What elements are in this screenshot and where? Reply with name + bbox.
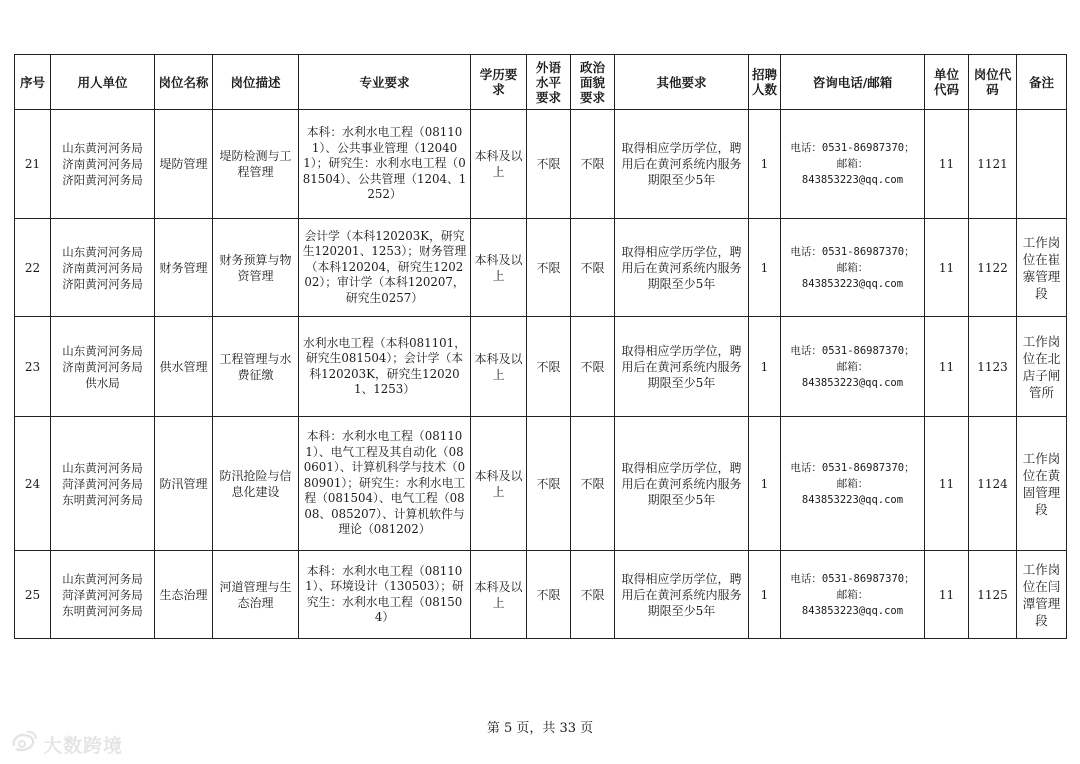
header-seq: 序号 (15, 55, 51, 110)
cell-post-name: 生态治理 (155, 551, 213, 639)
unit-line: 山东黄河河务局 (62, 141, 143, 155)
cell-major: 本科：水利水电工程（081101）、电气工程及其自动化（080601）、计算机科学与技术（080901）；研究生：水利水电工程（081504）、电气工程（0808、085207）、计算机软件与理论（081202） (299, 417, 471, 551)
cell-seq: 21 (15, 110, 51, 219)
cell-other: 取得相应学历学位，聘用后在黄河系统内服务期限至少5年 (615, 417, 749, 551)
cell-politics: 不限 (571, 417, 615, 551)
unit-line: 济阳黄河河务局 (62, 276, 143, 291)
cell-edu: 本科及以上 (471, 551, 527, 639)
unit-line: 供水局 (85, 375, 120, 390)
cell-seq: 23 (15, 317, 51, 417)
cell-contact (781, 551, 925, 639)
cell-contact (781, 417, 925, 551)
cell-other: 取得相应学历学位，聘用后在黄河系统内服务期限至少5年 (615, 551, 749, 639)
contact-email-label: 邮箱： (836, 158, 869, 170)
header-row (15, 55, 1067, 110)
watermark-text: 大数跨境 (43, 734, 124, 757)
cell-post-desc: 防汛抢险与信息化建设 (213, 417, 299, 551)
contact-email-label: 邮箱： (836, 360, 869, 373)
cell-unit (51, 551, 155, 639)
cell-lang: 不限 (527, 110, 571, 219)
cell-unit-code: 11 (925, 317, 969, 417)
cell-lang: 不限 (527, 317, 571, 417)
contact-email: 843853223@qq.com (801, 277, 904, 290)
cell-count: 1 (749, 110, 781, 219)
header-post-code: 岗位代码 (969, 55, 1017, 110)
cell-note: 工作岗位在闫潭管理段 (1017, 551, 1067, 639)
contact-email-label: 邮箱： (836, 477, 869, 490)
unit-line: 山东黄河河务局 (62, 343, 143, 358)
header-post-desc: 岗位描述 (213, 55, 299, 110)
cell-politics: 不限 (571, 219, 615, 317)
contact-phone: 电话：0531-86987370； (790, 142, 915, 154)
cell-post-name: 防汛管理 (155, 417, 213, 551)
contact-email: 843853223@qq.com (801, 604, 904, 617)
cell-seq: 25 (15, 551, 51, 639)
cell-edu: 本科及以上 (471, 219, 527, 317)
table-row (15, 110, 1067, 219)
cell-other: 取得相应学历学位，聘用后在黄河系统内服务期限至少5年 (615, 219, 749, 317)
recruitment-table (14, 54, 1067, 639)
cell-count: 1 (749, 317, 781, 417)
cell-post-name: 堤防管理 (155, 110, 213, 219)
cell-seq: 24 (15, 417, 51, 551)
cell-note (1017, 110, 1067, 219)
cell-contact (781, 219, 925, 317)
cell-major: 会计学（本科120203K，研究生120201、1253）；财务管理（本科120204，研究生120202）；审计学（本科120207，研究生0257） (299, 219, 471, 317)
unit-line: 东明黄河河务局 (62, 492, 143, 507)
cell-major: 本科：水利水电工程（081101）、公共事业管理（120401）；研究生：水利水电工程（081504）、公共管理（1204、1252） (299, 110, 471, 219)
cell-unit-code: 11 (925, 551, 969, 639)
unit-line: 济南黄河河务局 (62, 260, 143, 275)
header-lang: 外语水平要求 (527, 55, 571, 110)
cell-note: 工作岗位在崔寨管理段 (1017, 219, 1067, 317)
cell-major: 水利水电工程（本科081101，研究生081504）；会计学（本科120203K，研究生120201、1253） (299, 317, 471, 417)
unit-line: 菏泽黄河河务局 (62, 476, 143, 491)
unit-line: 菏泽黄河河务局 (62, 587, 143, 602)
cell-post-desc: 河道管理与生态治理 (213, 551, 299, 639)
header-politics: 政治面貌要求 (571, 55, 615, 110)
cell-post-code: 1121 (969, 110, 1017, 219)
cell-count: 1 (749, 417, 781, 551)
weibo-style-logo-icon (10, 730, 38, 758)
cell-post-name: 供水管理 (155, 317, 213, 417)
cell-unit-code: 11 (925, 417, 969, 551)
cell-note: 工作岗位在黄固管理段 (1017, 417, 1067, 551)
header-note: 备注 (1017, 55, 1067, 110)
cell-major: 本科：水利水电工程（081101）、环境设计（130503）；研究生：水利水电工程（081504） (299, 551, 471, 639)
contact-email-label: 邮箱： (836, 261, 869, 274)
cell-politics: 不限 (571, 317, 615, 417)
header-unit-code: 单位代码 (925, 55, 969, 110)
header-count: 招聘人数 (749, 55, 781, 110)
contact-email-label: 邮箱： (836, 588, 869, 601)
unit-line: 济南黄河河务局 (62, 157, 143, 171)
header-other: 其他要求 (615, 55, 749, 110)
cell-lang: 不限 (527, 551, 571, 639)
table-row (15, 317, 1067, 417)
cell-contact (781, 110, 925, 219)
cell-post-desc: 堤防检测与工程管理 (213, 110, 299, 219)
cell-lang: 不限 (527, 417, 571, 551)
cell-other: 取得相应学历学位，聘用后在黄河系统内服务期限至少5年 (615, 110, 749, 219)
contact-phone: 电话：0531-86987370； (790, 245, 915, 258)
cell-edu: 本科及以上 (471, 317, 527, 417)
watermark (10, 730, 123, 758)
unit-line: 济南黄河河务局 (62, 359, 143, 374)
unit-line: 济阳黄河河务局 (62, 173, 143, 187)
cell-politics: 不限 (571, 551, 615, 639)
contact-email: 843853223@qq.com (801, 376, 904, 389)
table-row (15, 551, 1067, 639)
cell-post-desc: 财务预算与物资管理 (213, 219, 299, 317)
cell-post-code: 1125 (969, 551, 1017, 639)
contact-phone: 电话：0531-86987370； (790, 344, 915, 357)
cell-unit (51, 417, 155, 551)
cell-post-desc: 工程管理与水费征缴 (213, 317, 299, 417)
header-major: 专业要求 (299, 55, 471, 110)
cell-unit-code: 11 (925, 219, 969, 317)
unit-line: 山东黄河河务局 (62, 571, 143, 586)
cell-unit (51, 317, 155, 417)
cell-unit (51, 219, 155, 317)
cell-lang: 不限 (527, 219, 571, 317)
unit-line: 山东黄河河务局 (62, 460, 143, 475)
cell-count: 1 (749, 551, 781, 639)
header-unit: 用人单位 (51, 55, 155, 110)
unit-line: 东明黄河河务局 (62, 603, 143, 618)
contact-email: 843853223@qq.com (801, 174, 904, 186)
cell-unit-code: 11 (925, 110, 969, 219)
cell-contact (781, 317, 925, 417)
cell-post-code: 1123 (969, 317, 1017, 417)
cell-post-code: 1122 (969, 219, 1017, 317)
cell-post-code: 1124 (969, 417, 1017, 551)
cell-unit (51, 110, 155, 219)
table-row (15, 219, 1067, 317)
header-edu: 学历要求 (471, 55, 527, 110)
cell-edu: 本科及以上 (471, 110, 527, 219)
page-number: 第 5 页，共 33 页 (486, 721, 594, 736)
cell-seq: 22 (15, 219, 51, 317)
cell-post-name: 财务管理 (155, 219, 213, 317)
contact-phone: 电话：0531-86987370； (790, 461, 915, 474)
cell-note: 工作岗位在北店子闸管所 (1017, 317, 1067, 417)
cell-other: 取得相应学历学位，聘用后在黄河系统内服务期限至少5年 (615, 317, 749, 417)
header-contact: 咨询电话/邮箱 (781, 55, 925, 110)
header-post-name: 岗位名称 (155, 55, 213, 110)
cell-politics: 不限 (571, 110, 615, 219)
cell-count: 1 (749, 219, 781, 317)
contact-email: 843853223@qq.com (801, 493, 904, 506)
cell-edu: 本科及以上 (471, 417, 527, 551)
table-row (15, 417, 1067, 551)
contact-phone: 电话：0531-86987370； (790, 572, 915, 585)
unit-line: 山东黄河河务局 (62, 244, 143, 259)
